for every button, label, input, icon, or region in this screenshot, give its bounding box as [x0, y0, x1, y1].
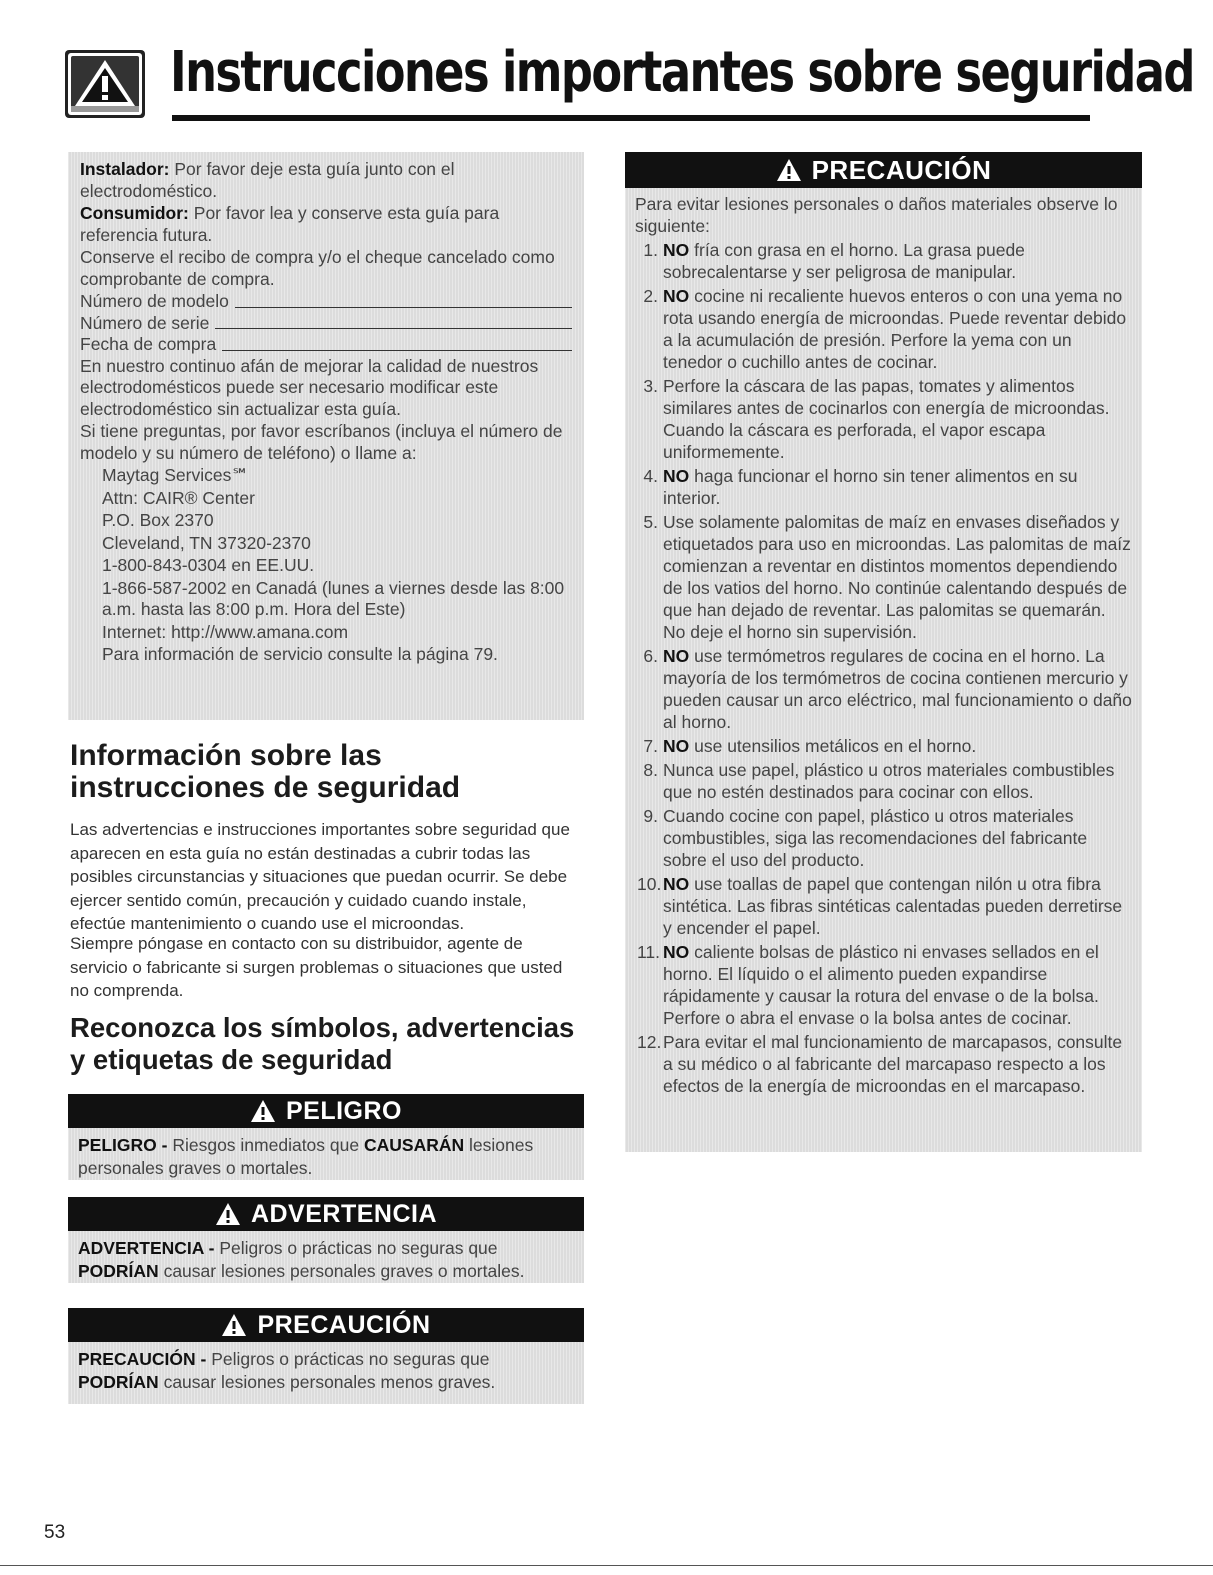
receipt-note: Conserve el recibo de compra y/o el cheque cancelado como comprobante de compra.: [80, 247, 555, 289]
advertencia-box: [68, 1197, 584, 1283]
list-item: 1. NO fría con grasa en el horno. La grasa puede sobrecalentarse y ser peligrosa de manipular.: [643, 240, 1025, 282]
questions-note: Si tiene preguntas, por favor escríbanos (incluya el número de modelo y su número de teléfono) o llame a:: [80, 421, 563, 463]
warning-triangle-icon: [250, 1099, 276, 1123]
page-header: [60, 40, 1194, 122]
list-item: 9. Cuando cocine con papel, plástico u otros materiales combustibles, siga las recomendaciones del fabricante sobre el uso del producto.: [643, 806, 1088, 870]
contact-internet: Internet: http://www.amana.com: [102, 621, 349, 642]
precaucion-text: PRECAUCIÓN - Peligros o prácticas no seguras que PODRÍAN causar lesiones personales menos graves.: [68, 1342, 584, 1404]
warning-triangle-icon: [776, 158, 802, 182]
peligro-box: [68, 1094, 584, 1180]
serial-number-field: Número de serie: [80, 313, 572, 335]
list-item: 2. NO cocine ni recaliente huevos enteros o con una yema no rota usando energía de microondas. Puede reventar debido a la acumulación de presión. Perfore la yema con un tenedor o cuchillo antes de cocinar.: [643, 286, 1127, 372]
contact-phone-ca: 1-866-587-2002 en Canadá (lunes a viernes desde las 8:00 a.m. hasta las 8:00 p.m. Hora del Este): [102, 577, 565, 619]
list-item: 4. NO haga funcionar el horno sin tener alimentos en su interior.: [643, 466, 1078, 508]
info-section-title: Información sobre las instrucciones de seguridad: [70, 739, 461, 804]
consumer-note: Consumidor: Por favor lea y conserve esta guía para referencia futura.: [80, 203, 500, 245]
list-item: 10. NO use toallas de papel que contengan nilón u otra fibra sintética. Las fibras sintéticas calentadas pueden derretirse y encender el papel.: [637, 874, 1123, 938]
contact-block: [80, 465, 572, 666]
warning-triangle-icon: [215, 1202, 241, 1226]
info-paragraph-2: Siempre póngase en contacto con su distribuidor, agente de servicio o fabricante si surgen problemas o situaciones que usted no comprenda.: [70, 934, 563, 1000]
warning-triangle-icon: [65, 50, 145, 118]
advertencia-header: ADVERTENCIA: [68, 1197, 584, 1231]
model-number-field: Número de modelo: [80, 291, 572, 313]
installer-note: Instalador: Por favor deje esta guía junto con el electrodoméstico.: [80, 159, 455, 201]
list-item: 11. NO caliente bolsas de plástico ni envases sellados en el horno. El líquido o el alimento pueden expandirse rápidamente y causar la rotura del envase o de la bolsa. Perfore o abra el envase o la bolsa antes de cocinar.: [637, 942, 1099, 1028]
title-rule: [172, 115, 1090, 121]
page-number: 53: [44, 1522, 66, 1543]
precaucion-list-header: PRECAUCIÓN: [625, 152, 1142, 188]
peligro-text: PELIGRO - Riesgos inmediatos que CAUSARÁN lesiones personales graves o mortales.: [68, 1128, 584, 1180]
warning-triangle-icon: [221, 1313, 247, 1337]
precaucion-list-box: [625, 152, 1142, 1152]
list-item: 5. Use solamente palomitas de maíz en envases diseñados y etiquetados para uso en microondas. Las palomitas de maíz comienzan a reventar en distintos momentos dependiendo de los vatios del horno. No continúe calentando después de que han dejado de reventar. Las palomitas se quemarán. No deje el horno sin supervisión.: [643, 512, 1131, 642]
contact-box: P.O. Box 2370: [102, 510, 214, 530]
improvement-note: En nuestro continuo afán de mejorar la calidad de nuestros electrodomésticos puede ser necesario modificar este electrodoméstico sin actualizar esta guía.: [80, 355, 539, 419]
list-item: 3. Perfore la cáscara de las papas, tomates y alimentos similares antes de cocinarlos con energía de microondas. Cuando la cáscara es perforada, el vapor escapa uniformemente.: [643, 376, 1110, 462]
peligro-header: PELIGRO: [68, 1094, 584, 1128]
info-paragraph-1: Las advertencias e instrucciones importantes sobre seguridad que aparecen en esta guía no están destinadas a cubrir todas las posibles circunstancias y situaciones que puedan ocurrir. Se debe ejercer sentido común, precaución y cuidado cuando instale, efectúe mantenimiento o cuando use el microondas.: [70, 820, 570, 933]
list-item: 8. Nunca use papel, plástico u otros materiales combustibles que no estén destinados para cocinar con ellos.: [643, 760, 1115, 802]
page-title: Instrucciones importantes sobre seguridad: [170, 40, 1194, 105]
contact-phone-us: 1-800-843-0304 en EE.UU.: [102, 555, 315, 575]
list-item: 7. NO use utensilios metálicos en el horno.: [643, 736, 977, 756]
precaucion-intro: Para evitar lesiones personales o daños materiales observe lo siguiente:: [635, 194, 1118, 236]
contact-service: Para información de servicio consulte la página 79.: [102, 644, 498, 664]
precaucion-list: [625, 239, 1142, 1097]
footer-rule: [0, 1565, 1213, 1566]
contact-city: Cleveland, TN 37320-2370: [102, 532, 311, 553]
precaucion-header: PRECAUCIÓN: [68, 1308, 584, 1342]
list-item: 12. Para evitar el mal funcionamiento de marcapasos, consulte a su médico o al fabricante del marcapaso respecto a los efectos de la energía de microondas en el marcapaso.: [637, 1032, 1123, 1096]
symbols-section-title: Reconozca los símbolos, advertencias y etiquetas de seguridad: [70, 1012, 575, 1075]
advertencia-text: ADVERTENCIA - Peligros o prácticas no seguras que PODRÍAN causar lesiones personales graves o mortales.: [68, 1231, 584, 1283]
list-item: 6. NO use termómetros regulares de cocina en el horno. La mayoría de los termómetros de cocina contienen mercurio y pueden causar un arco eléctrico, mal funcionamiento o daño al horno.: [643, 646, 1132, 732]
installer-info-box: [68, 152, 584, 720]
precaucion-box: [68, 1308, 584, 1404]
contact-company: Maytag Services℠: [102, 465, 250, 485]
purchase-date-field: Fecha de compra: [80, 334, 572, 356]
contact-attn: Attn: CAIR® Center: [102, 487, 255, 508]
